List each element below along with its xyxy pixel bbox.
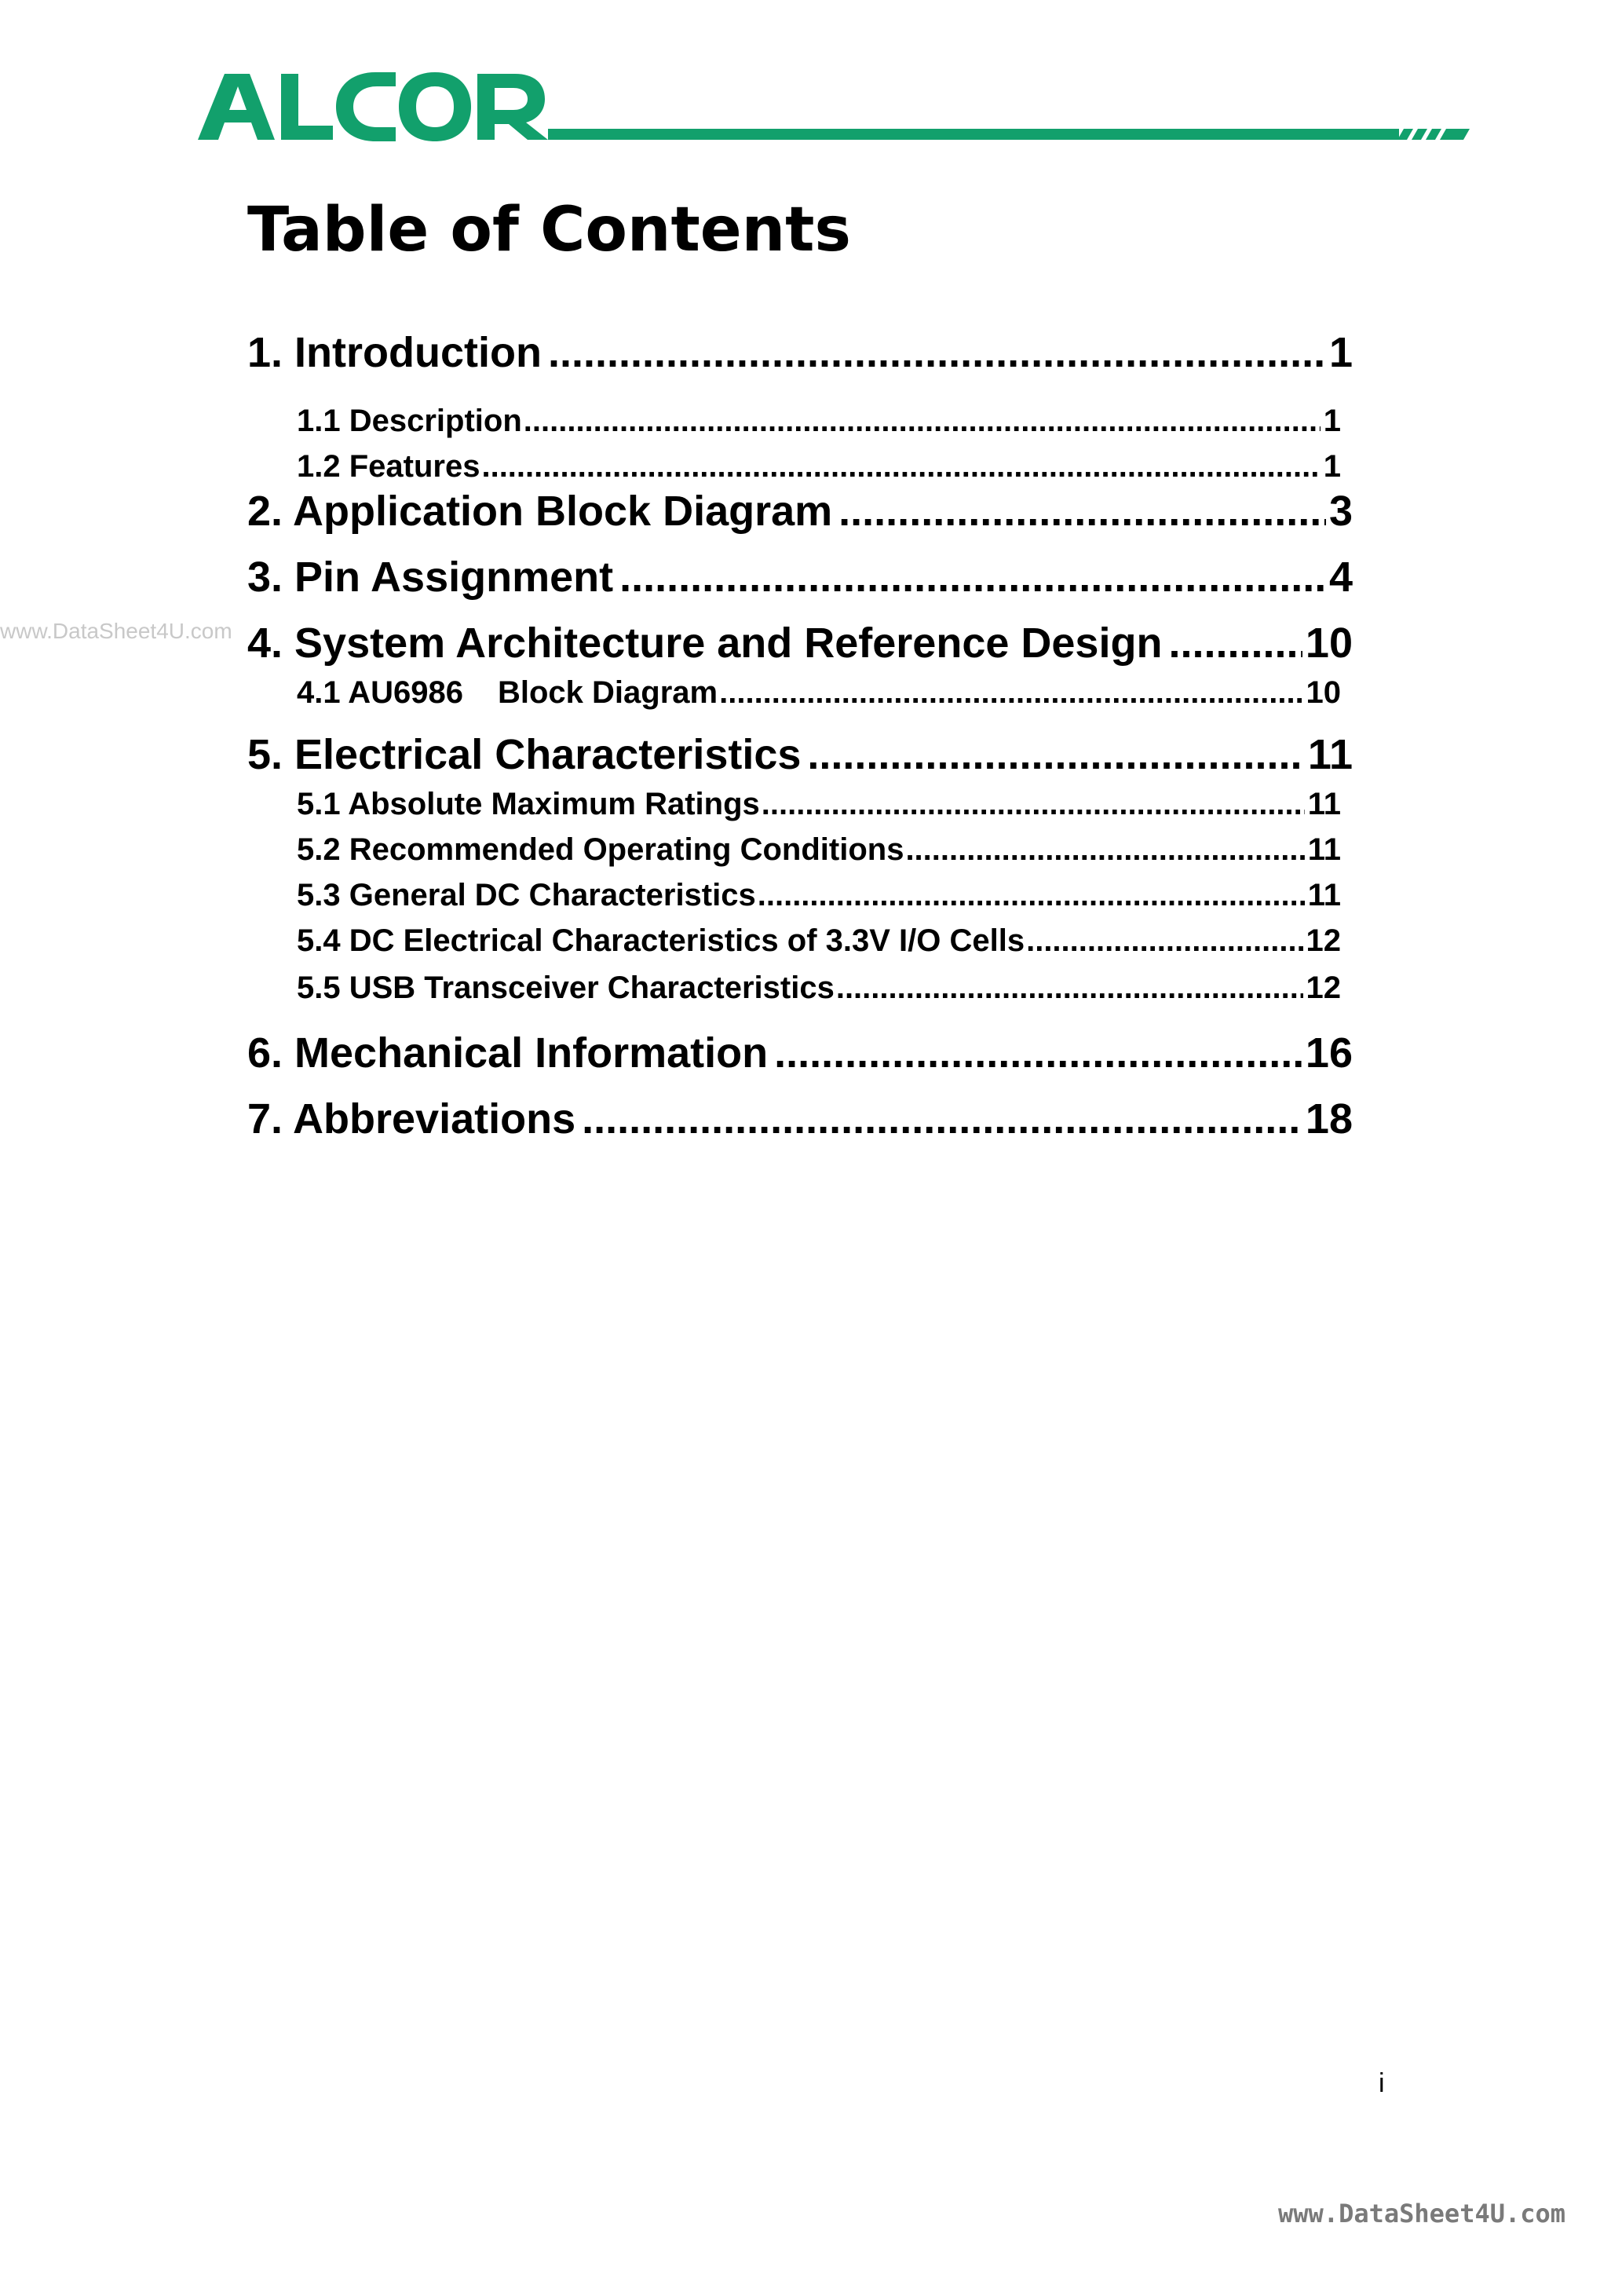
toc-dot-leader xyxy=(1026,923,1302,959)
toc-dot-leader xyxy=(524,404,1321,439)
toc-dot-leader xyxy=(905,832,1304,868)
toc-entry-label: 5.4 DC Electrical Characteristics of 3.3V I/O Cells xyxy=(297,923,1025,958)
toc-page-number: 11 xyxy=(1307,787,1341,821)
toc-subsection-entry[interactable] xyxy=(297,449,1341,487)
toc-section-entry[interactable] xyxy=(247,1095,1353,1145)
toc-entry-label: 5.3 General DC Characteristics xyxy=(297,878,756,912)
toc-section-entry[interactable] xyxy=(247,1029,1353,1079)
toc-entry-label: 1. Introduction xyxy=(247,329,542,376)
toc-subsection-entry[interactable] xyxy=(297,675,1341,713)
toc-page-number: 11 xyxy=(1307,731,1353,778)
toc-entry-label-part: 4.1 AU6986 xyxy=(297,675,463,710)
toc-page-number: 3 xyxy=(1328,488,1353,535)
toc-section-entry[interactable] xyxy=(247,487,1353,537)
toc-entry-label: 3. Pin Assignment xyxy=(247,554,614,601)
toc-page-number: 18 xyxy=(1305,1095,1353,1143)
page-title: Table of Contents xyxy=(247,195,851,265)
toc-entry-label: 5. Electrical Characteristics xyxy=(247,731,802,778)
toc-section-entry[interactable] xyxy=(247,553,1353,603)
toc-page-number: 10 xyxy=(1305,620,1353,667)
toc-section-entry[interactable] xyxy=(247,619,1353,669)
toc-section-entry[interactable] xyxy=(247,730,1353,781)
toc-entry-label-part: Block Diagram xyxy=(498,675,718,710)
toc-entry-label: 4. System Architecture and Reference Design xyxy=(247,620,1163,667)
toc-entry-label: 1.2 Features xyxy=(297,449,480,484)
toc-page-number: 10 xyxy=(1306,675,1341,710)
toc-subsection-entry[interactable] xyxy=(297,923,1341,961)
toc-entry-label: 5.1 Absolute Maximum Ratings xyxy=(297,787,760,821)
toc-entry-label: 5.5 USB Transceiver Characteristics xyxy=(297,971,835,1005)
toc-entry-label xyxy=(297,675,718,711)
toc-subsection-entry[interactable] xyxy=(297,787,1341,824)
toc-entry-label: 1.1 Description xyxy=(297,404,522,438)
toc-dot-leader xyxy=(807,730,1305,779)
toc-dot-leader xyxy=(836,971,1303,1006)
toc-page-number: 1 xyxy=(1323,449,1341,484)
toc-dot-leader xyxy=(758,878,1305,913)
toc-dot-leader xyxy=(762,787,1305,822)
toc-section-entry[interactable] xyxy=(247,328,1353,378)
toc-subsection-entry[interactable] xyxy=(297,832,1341,870)
toc-page-number: 12 xyxy=(1306,971,1341,1005)
toc-dot-leader xyxy=(1168,619,1302,667)
watermark-left: www.DataSheet4U.com xyxy=(0,619,232,643)
toc-dot-leader xyxy=(838,487,1326,536)
toc-dot-leader xyxy=(548,328,1326,377)
toc-entry-label: 6. Mechanical Information xyxy=(247,1029,769,1077)
toc-subsection-entry[interactable] xyxy=(297,404,1341,441)
toc-subsection-entry[interactable] xyxy=(297,878,1341,916)
toc-subsection-entry[interactable] xyxy=(297,971,1341,1008)
toc-dot-leader xyxy=(774,1029,1302,1077)
toc-page-number: 11 xyxy=(1307,878,1341,912)
page-number: i xyxy=(1379,2068,1385,2098)
watermark-bottom: www.DataSheet4U.com xyxy=(1278,2199,1566,2228)
toc-page-number: 1 xyxy=(1323,404,1341,438)
toc-page-number: 4 xyxy=(1328,554,1353,601)
toc-page-number: 11 xyxy=(1307,832,1341,867)
toc-dot-leader xyxy=(582,1095,1302,1143)
toc-dot-leader xyxy=(481,449,1320,484)
toc-entry-label: 2. Application Block Diagram xyxy=(247,488,833,535)
toc-entry-label: 5.2 Recommended Operating Conditions xyxy=(297,832,904,867)
toc-dot-leader xyxy=(719,675,1302,711)
alcor-logo xyxy=(198,68,1470,146)
toc-page-number: 16 xyxy=(1305,1029,1353,1077)
toc-page-number: 12 xyxy=(1306,923,1341,958)
toc-page-number: 1 xyxy=(1328,329,1353,376)
toc-dot-leader xyxy=(619,553,1326,601)
toc-entry-label: 7. Abbreviations xyxy=(247,1095,576,1143)
